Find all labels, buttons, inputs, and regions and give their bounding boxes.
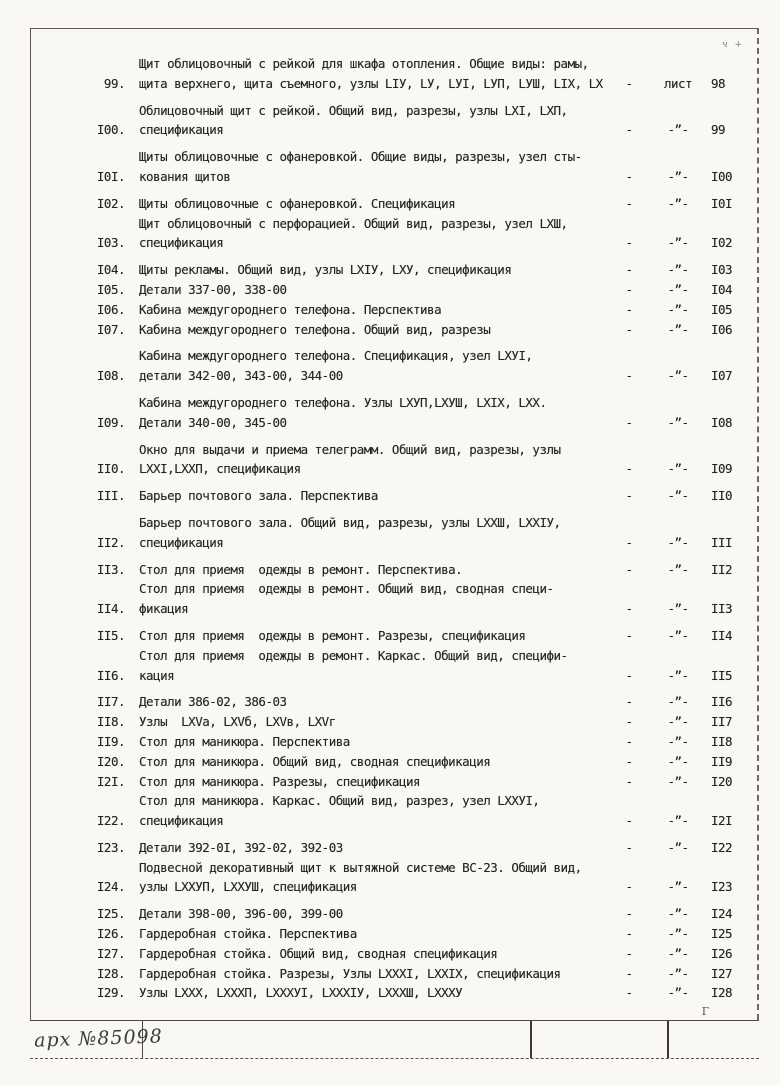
entry-number: I25.: [96, 906, 125, 922]
entry-title: Детали 392-0I, 392-02, 392-03: [139, 839, 343, 855]
entry-sheet-number: I06: [711, 321, 733, 337]
entry-number: I23.: [96, 839, 125, 855]
toc-entry: [89, 858, 757, 898]
entry-sheet-number: 99: [711, 122, 726, 138]
entry-title: Кабина междугороднего телефона. Спецификация, узел LXУI, детали 342-00, 343-00, 344-00: [139, 348, 533, 384]
entry-number: II4.: [96, 601, 125, 617]
entry-sheet-number: II7: [711, 714, 733, 730]
entry-sheet-ref: -”-: [667, 414, 689, 430]
entry-sheet-number: II4: [711, 627, 733, 643]
entry-title: Щиты облицовочные с офанеровкой. Общие виды, разрезы, узел сты- кования щитов: [139, 149, 582, 184]
entry-sheet-ref: -”-: [667, 461, 689, 477]
entry-title: Гардеробная стойка. Общий вид, сводная спецификация: [139, 945, 498, 961]
entry-sheet-ref: -”-: [667, 985, 689, 1001]
entry-sheet-ref: -”-: [667, 714, 689, 730]
entry-sheet-number: II3: [711, 601, 733, 617]
entry-title: Стол для маникюра. Каркас. Общий вид, разрез, узел LXXУI, спецификация: [139, 793, 540, 829]
entry-sheet-ref: -”-: [667, 195, 689, 211]
entry-dash: -: [625, 235, 633, 251]
entry-dash: -: [625, 461, 633, 477]
entry-sheet-number: I24: [711, 906, 733, 922]
entry-title: Кабина междугороднего телефона. Узлы LXУП,LXУШ, LXIX, LXX. Детали 340-00, 345-00: [139, 394, 547, 430]
entry-sheet-number: I0I: [711, 195, 733, 211]
entry-title: Гардеробная стойка. Разрезы, Узлы LXXXI, LXXIX, спецификация: [139, 965, 561, 981]
entry-sheet-number: 98: [711, 75, 726, 91]
entry-dash: -: [625, 906, 633, 922]
toc-entry: [89, 626, 757, 646]
entry-sheet-ref: -”-: [667, 773, 689, 789]
toc-entry: [89, 147, 757, 187]
entry-dash: -: [625, 601, 633, 617]
entry-sheet-number: III: [711, 534, 733, 550]
toc-entry: [89, 440, 757, 480]
handwritten-corner-mark: ч +: [721, 40, 744, 50]
entry-dash: -: [625, 368, 633, 384]
entry-number: I27.: [96, 945, 125, 961]
entry-sheet-number: I2I: [711, 813, 733, 829]
entry-number: I00.: [96, 122, 125, 138]
entry-number: II7.: [96, 694, 125, 710]
footer-cell-divider: [667, 1021, 669, 1058]
entry-sheet-number: I00: [711, 168, 733, 184]
entry-title: Стол для приемя одежды в ремонт. Общий вид, сводная специ- фикация: [139, 581, 554, 617]
entry-dash: -: [625, 773, 633, 789]
entry-dash: -: [625, 733, 633, 749]
entry-dash: -: [625, 945, 633, 961]
entry-sheet-ref: -”-: [667, 753, 689, 769]
toc-entry: [89, 732, 757, 752]
entry-sheet-ref: -”-: [667, 879, 689, 895]
entry-dash: -: [625, 714, 633, 730]
entry-number: I28.: [96, 965, 125, 981]
entry-sheet-ref: -”-: [667, 627, 689, 643]
toc-entry: [89, 692, 757, 712]
entry-sheet-ref: -”-: [667, 168, 689, 184]
entry-title: Кабина междугороднего телефона. Общий вид, разрезы: [139, 321, 491, 337]
toc-entry: [89, 300, 757, 320]
entry-sheet-ref: -”-: [667, 122, 689, 138]
entry-title: Кабина междугороднего телефона. Перспектива: [139, 301, 442, 317]
entry-number: I09.: [96, 414, 125, 430]
entry-sheet-ref: -”-: [667, 813, 689, 829]
entry-number: III.: [96, 488, 125, 504]
entry-title: Стол для приемя одежды в ремонт. Перспектива.: [139, 561, 463, 577]
entry-sheet-ref: -”-: [667, 667, 689, 683]
entry-number: II6.: [96, 667, 125, 683]
entry-sheet-number: I23: [711, 879, 733, 895]
entry-sheet-ref: лист: [663, 75, 693, 91]
entry-title: Барьер почтового зала. Перспектива: [139, 488, 378, 504]
entry-sheet-ref: -”-: [667, 906, 689, 922]
entry-sheet-number: II8: [711, 733, 733, 749]
entry-number: II5.: [96, 627, 125, 643]
entry-title: Щиты облицовочные с офанеровкой. Спецификация: [139, 195, 456, 211]
entry-title: Детали 386-02, 386-03: [139, 694, 287, 710]
entry-number: I26.: [96, 926, 125, 942]
entry-title: Стол для маникюра. Разрезы, спецификация: [139, 773, 421, 789]
entry-number: II2.: [96, 534, 125, 550]
footer-title-block: [30, 1005, 759, 1059]
entry-dash: -: [625, 753, 633, 769]
entry-title: Детали 337-00, 338-00: [139, 281, 287, 297]
entry-sheet-number: II5: [711, 667, 733, 683]
entry-title: Детали 398-00, 396-00, 399-00: [139, 906, 343, 922]
entry-sheet-ref: -”-: [667, 733, 689, 749]
toc-entry: [89, 101, 757, 141]
entry-sheet-number: I25: [711, 926, 733, 942]
toc-entry: [89, 752, 757, 772]
entry-sheet-number: I22: [711, 839, 733, 855]
entry-title: Облицовочный щит с рейкой. Общий вид, разрезы, узлы LXI, LХП, спецификация: [139, 102, 568, 138]
entry-number: I07.: [96, 321, 125, 337]
toc-entry: [89, 194, 757, 214]
entry-dash: -: [625, 122, 633, 138]
entry-dash: -: [625, 195, 633, 211]
entry-sheet-ref: -”-: [667, 561, 689, 577]
entry-sheet-ref: -”-: [667, 945, 689, 961]
entry-dash: -: [625, 262, 633, 278]
entry-number: I08.: [96, 368, 125, 384]
page-frame: [30, 28, 759, 1020]
toc-entry: [89, 214, 757, 254]
entry-sheet-number: I28: [711, 985, 733, 1001]
entry-sheet-ref: -”-: [667, 965, 689, 981]
entry-dash: -: [625, 534, 633, 550]
entry-sheet-number: I03: [711, 262, 733, 278]
entry-dash: -: [625, 561, 633, 577]
entry-title: Стол для маникюра. Перспектива: [139, 733, 350, 749]
entry-dash: -: [625, 965, 633, 981]
entry-number: I2I.: [96, 773, 125, 789]
entry-number: I03.: [96, 235, 125, 251]
entry-sheet-number: I20: [711, 773, 733, 789]
sheet-contents-list: [31, 29, 757, 1003]
toc-entry: [89, 280, 757, 300]
entry-sheet-number: I08: [711, 414, 733, 430]
entry-number: I29.: [96, 985, 125, 1001]
toc-entry: [89, 904, 757, 924]
entry-number: I05.: [96, 281, 125, 297]
entry-dash: -: [625, 694, 633, 710]
toc-entry: [89, 712, 757, 732]
entry-number: I0I.: [96, 168, 125, 184]
entry-sheet-ref: -”-: [667, 368, 689, 384]
entry-dash: -: [625, 488, 633, 504]
entry-sheet-number: II2: [711, 561, 733, 577]
entry-number: I04.: [96, 262, 125, 278]
archive-number-stamp: арх №85098: [33, 1025, 164, 1052]
footer-cell-divider: [530, 1021, 532, 1058]
entry-dash: -: [625, 839, 633, 855]
toc-entry: [89, 486, 757, 506]
entry-sheet-number: II0: [711, 488, 733, 504]
entry-sheet-ref: -”-: [667, 926, 689, 942]
entry-sheet-ref: -”-: [667, 262, 689, 278]
entry-dash: -: [625, 627, 633, 643]
entry-title: Щиты рекламы. Общий вид, узлы LXIУ, LXУ, спецификация: [139, 262, 512, 278]
entry-sheet-ref: -”-: [667, 321, 689, 337]
entry-dash: -: [625, 667, 633, 683]
entry-sheet-number: I07: [711, 368, 733, 384]
entry-sheet-ref: -”-: [667, 281, 689, 297]
entry-number: II9.: [96, 733, 125, 749]
entry-dash: -: [625, 414, 633, 430]
entry-sheet-ref: -”-: [667, 601, 689, 617]
entry-dash: -: [625, 879, 633, 895]
entry-dash: -: [625, 813, 633, 829]
entry-dash: -: [625, 321, 633, 337]
toc-entry: [89, 983, 757, 1003]
entry-dash: -: [625, 985, 633, 1001]
entry-sheet-number: I04: [711, 281, 733, 297]
entry-dash: -: [625, 301, 633, 317]
entry-sheet-ref: -”-: [667, 694, 689, 710]
entry-dash: -: [625, 281, 633, 297]
toc-entry: [89, 772, 757, 792]
toc-entry: [89, 513, 757, 553]
entry-number: I02.: [96, 195, 125, 211]
entry-sheet-number: I27: [711, 965, 733, 981]
entry-title: Подвесной декоративный щит к вытяжной системе ВС-23. Общий вид, узлы LXXУП, LXXУШ, спецификация: [139, 859, 582, 895]
entry-number: I22.: [96, 813, 125, 829]
entry-title: Узлы LXVа, LXVб, LXVв, LXVг: [139, 714, 336, 730]
toc-entry: [89, 560, 757, 580]
toc-entry: [89, 393, 757, 433]
entry-sheet-number: I26: [711, 945, 733, 961]
toc-entry: [89, 924, 757, 944]
toc-entry: [89, 646, 757, 686]
entry-sheet-ref: -”-: [667, 235, 689, 251]
archive-stamp-cell: [30, 1021, 164, 1058]
toc-entry: [89, 964, 757, 984]
toc-entry: [89, 346, 757, 386]
entry-sheet-ref: -”-: [667, 301, 689, 317]
toc-entry: [89, 838, 757, 858]
entry-sheet-ref: -”-: [667, 839, 689, 855]
toc-entry: [89, 791, 757, 831]
toc-entry: [89, 579, 757, 619]
entry-title: Окно для выдачи и приема телеграмм. Общий вид, разрезы, узлы LXXI,LXXП, спецификация: [139, 441, 561, 477]
entry-number: 99.: [103, 75, 125, 91]
entry-sheet-ref: -”-: [667, 534, 689, 550]
entry-number: I20.: [96, 753, 125, 769]
toc-entry: [89, 944, 757, 964]
entry-dash: -: [625, 926, 633, 942]
entry-title: Узлы LXXX, LXXXП, LXXXУI, LXXXIУ, LXXXШ, LXXXУ: [139, 985, 463, 1001]
toc-entry: [89, 54, 757, 94]
entry-title: Стол для маникюра. Общий вид, сводная спецификация: [139, 753, 491, 769]
entry-title: Стол для приемя одежды в ремонт. Каркас. Общий вид, специфи- кация: [139, 647, 568, 683]
entry-dash: -: [625, 168, 633, 184]
entry-title: Стол для приемя одежды в ремонт. Разрезы, спецификация: [139, 627, 526, 643]
toc-entry: [89, 320, 757, 340]
entry-dash: -: [625, 75, 633, 91]
entry-sheet-number: I02: [711, 235, 733, 251]
entry-sheet-ref: -”-: [667, 488, 689, 504]
handwritten-g-mark: Г: [701, 1005, 709, 1018]
entry-title: Щит облицовочный с перфорацией. Общий вид, разрезы, узел LXШ, спецификация: [139, 215, 568, 251]
entry-number: II3.: [96, 561, 125, 577]
toc-entry: [89, 260, 757, 280]
entry-title: Гардеробная стойка. Перспектива: [139, 926, 357, 942]
entry-number: I24.: [96, 879, 125, 895]
entry-number: I06.: [96, 301, 125, 317]
entry-number: II8.: [96, 714, 125, 730]
entry-sheet-number: I09: [711, 461, 733, 477]
entry-sheet-number: II9: [711, 753, 733, 769]
entry-title: Щит облицовочный с рейкой для шкафа отопления. Общие виды: рамы, щита верхнего, щита съемного, узлы LIУ, LУ, LУI, LУП, LУШ, LIX, LX: [139, 56, 603, 91]
entry-number: II0.: [96, 461, 125, 477]
entry-sheet-number: I05: [711, 301, 733, 317]
entry-sheet-number: II6: [711, 694, 733, 710]
entry-title: Барьер почтового зала. Общий вид, разрезы, узлы LXXШ, LXXIУ, спецификация: [139, 514, 561, 550]
